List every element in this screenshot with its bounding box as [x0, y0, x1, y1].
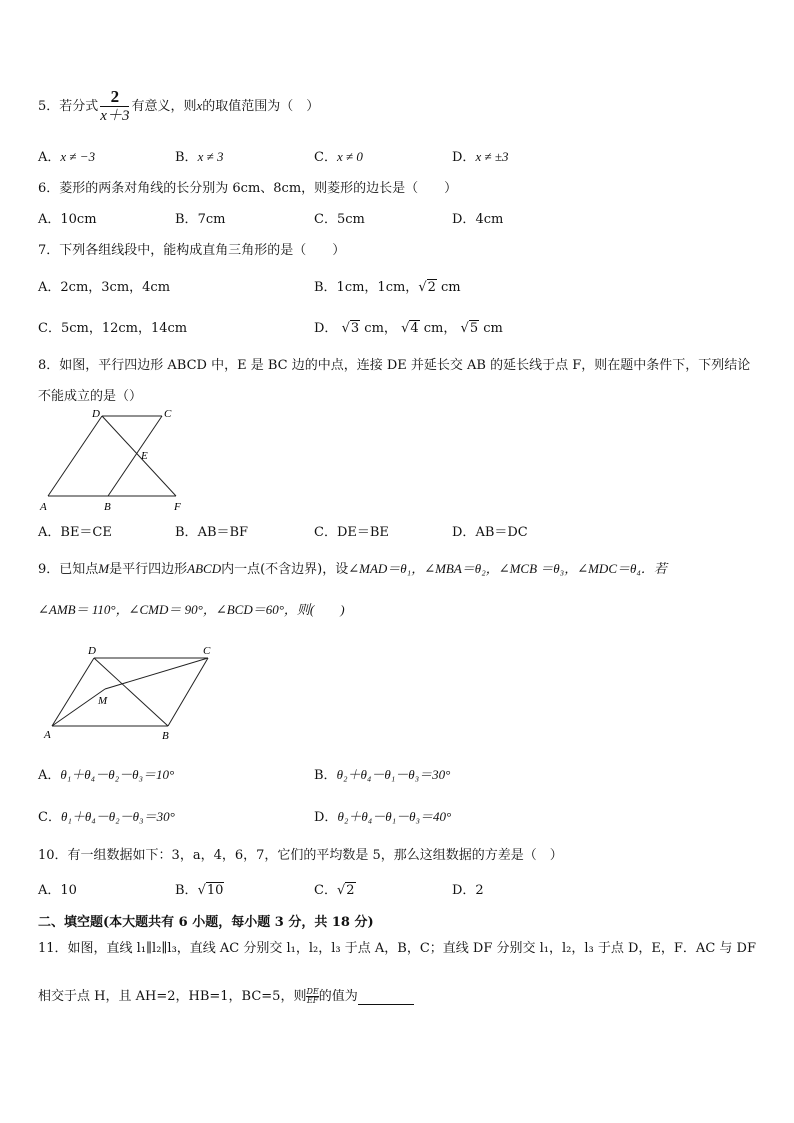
q8-label-b: B	[104, 501, 111, 513]
q9-option-a[interactable]: A．θ₁＋θ₄－θ₂－θ₃＝10°	[38, 767, 175, 783]
q9-parallelogram-figure	[38, 640, 223, 745]
q10-option-c[interactable]: C．√2	[314, 883, 355, 898]
q10-option-a[interactable]: A．10	[38, 883, 77, 898]
q8-stem-line1: 8．如图，平行四边形 ABCD 中，E 是 BC 边的中点，连接 DE 并延长交 AB 的延长线于点 F，则在题中条件下，下列结论	[38, 358, 751, 373]
q7-option-d[interactable]: D． √3 cm， √4 cm， √5 cm	[314, 321, 503, 336]
q9-option-c[interactable]: C．θ₁＋θ₄－θ₂－θ₃＝30°	[38, 809, 175, 825]
q6-option-a[interactable]: A．10cm	[38, 212, 97, 227]
q11-fraction: $\frac{DE}{EF}$	[306, 987, 319, 1005]
q6-option-d[interactable]: D．4cm	[452, 212, 504, 227]
q8-stem-line2: 不能成立的是（）	[38, 389, 143, 404]
q9-option-d[interactable]: D．θ₂＋θ₄－θ₁－θ₃＝40°	[314, 809, 452, 825]
q8-label-f: F	[174, 501, 181, 513]
q10-option-b[interactable]: B．√10	[175, 883, 224, 898]
q5-prefix: 5．若分式	[38, 99, 99, 114]
q7-option-a[interactable]: A．2cm，3cm，4cm	[38, 280, 171, 295]
q8-option-b[interactable]: B．AB＝BF	[175, 525, 249, 540]
q11-answer-blank[interactable]	[358, 992, 414, 1005]
q5-fraction	[100, 88, 129, 125]
q8-parallelogram-figure	[36, 404, 196, 514]
q5-frac-den: x＋3	[100, 108, 130, 124]
q6-option-b[interactable]: B．7cm	[175, 212, 226, 227]
q5-frac-num: 2	[100, 88, 129, 107]
q9-label-d: D	[88, 645, 96, 657]
q8-option-c[interactable]: C．DE＝BE	[314, 525, 389, 540]
q9-label-m: M	[98, 695, 108, 707]
q5-suffix-a: 有意义，则	[131, 99, 197, 114]
q9-stem-line2: ∠AMB＝ 110°，∠CMD＝ 90°，∠BCD＝60°，则( )	[38, 602, 345, 617]
q6-option-c[interactable]: C．5cm	[314, 212, 365, 227]
q8-label-a: A	[40, 501, 47, 513]
q5-var: x	[196, 98, 203, 113]
q5-option-d[interactable]: D．x ≠ ±3	[452, 149, 509, 165]
q8-option-d[interactable]: D．AB＝DC	[452, 525, 528, 540]
q9-label-a: A	[44, 729, 51, 741]
q7-stem: 7．下列各组线段中，能构成直角三角形的是（ ）	[38, 243, 346, 258]
q7-option-b[interactable]: B．1cm，1cm，√2 cm	[314, 280, 461, 295]
sqrt-symbol: √2	[418, 280, 436, 295]
q5-option-c[interactable]: C．x ≠ 0	[314, 149, 363, 165]
q8-label-d: D	[92, 408, 100, 420]
q5-suffix-b: 的取值范围为（ ）	[202, 99, 320, 114]
q9-option-b[interactable]: B．θ₂＋θ₄－θ₁－θ₃＝30°	[314, 767, 451, 783]
q8-label-c: C	[164, 408, 172, 420]
section-2-heading: 二、填空题(本大题共有 6 小题，每小题 3 分，共 18 分)	[38, 915, 374, 930]
q7-option-c[interactable]: C．5cm，12cm，14cm	[38, 321, 188, 336]
q8-label-e: E	[141, 450, 148, 462]
q9-label-b: B	[162, 730, 169, 742]
q6-stem: 6．菱形的两条对角线的长分别为 6cm、8cm，则菱形的边长是（ ）	[38, 181, 458, 196]
q5-stem	[38, 88, 319, 125]
q5-option-a[interactable]: A．x ≠ −3	[38, 149, 96, 165]
q5-option-b[interactable]: B．x ≠ 3	[175, 149, 224, 165]
q11-stem-line2: 相交于点 H，且 AH=2，HB=1，BC=5，则 $\frac{DE}{EF}$ 的值为	[38, 985, 414, 1005]
q9-label-c: C	[203, 645, 211, 657]
q10-option-d[interactable]: D．2	[452, 883, 484, 898]
q9-stem-line1: 9．已知点M是平行四边形ABCD内一点(不含边界)，设∠MAD＝θ₁，∠MBA＝θ₂，∠MCB ＝θ₃，∠MDC＝θ₄．若	[38, 561, 667, 577]
q11-stem-line1: 11．如图，直线 l₁∥l₂∥l₃，直线 AC 分别交 l₁，l₂，l₃ 于点 A，B，C；直线 DF 分别交 l₁，l₂，l₃ 于点 D，E，F．AC 与 DF	[38, 941, 756, 956]
q10-stem: 10．有一组数据如下：3，a，4，6，7，它们的平均数是 5，那么这组数据的方差是（ ）	[38, 848, 563, 863]
q8-option-a[interactable]: A．BE＝CE	[38, 525, 112, 540]
